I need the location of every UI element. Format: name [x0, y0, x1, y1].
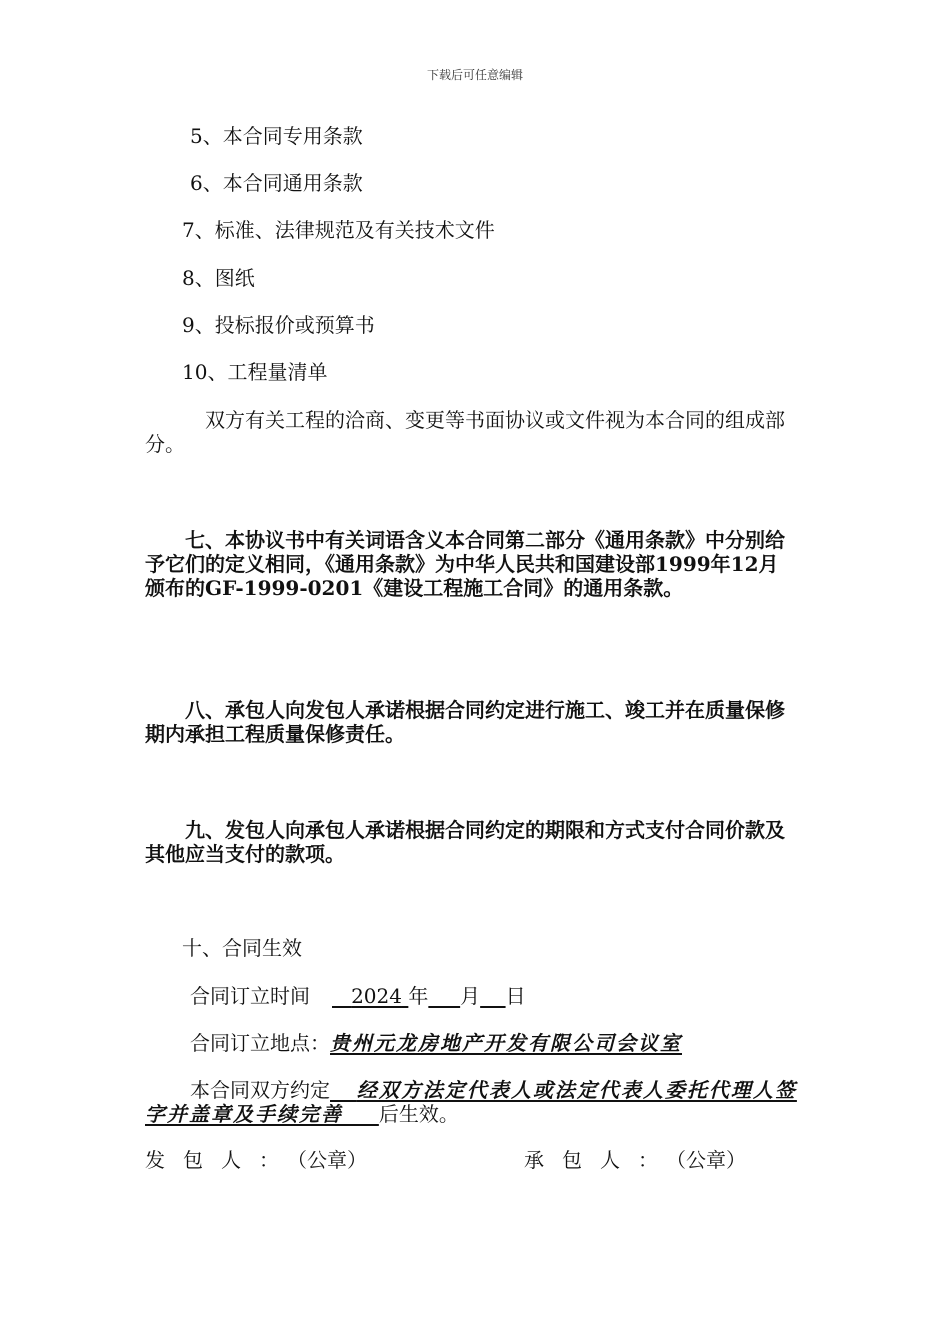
contractor-label: 承包人：	[524, 1148, 676, 1172]
list-item: 5、本合同专用条款	[190, 124, 363, 148]
header-note: 下载后可任意编辑	[426, 68, 523, 82]
sign-year-field: 2024	[351, 984, 402, 1008]
clause-8: 八、承包人向发包人承诺根据合同约定进行施工、竣工并在质量保修期内承担工程质量保修责任。	[145, 698, 785, 746]
sign-month-field	[428, 984, 460, 1008]
list-item: 10、工程量清单	[182, 360, 328, 384]
clause-9: 九、发包人向承包人承诺根据合同约定的期限和方式支付合同价款及其他应当支付的款项。	[145, 818, 785, 866]
clause-10-title: 十、合同生效	[182, 936, 302, 960]
list-item: 8、图纸	[182, 266, 255, 290]
effect-suffix: 后生效。	[378, 1102, 459, 1126]
month-unit: 月	[460, 984, 481, 1008]
sign-place-line	[190, 1031, 682, 1055]
list-item: 9、投标报价或预算书	[182, 313, 375, 337]
employer-label: 发包人：	[145, 1148, 297, 1172]
effect-paragraph	[145, 1078, 800, 1126]
sign-place-label: 合同订立地点：	[190, 1031, 330, 1055]
effect-prefix: 本合同双方约定	[190, 1078, 330, 1102]
sign-day-field	[480, 984, 505, 1008]
contractor-seal: （公章）	[676, 1148, 746, 1172]
list-item: 7、标准、法律规范及有关技术文件	[182, 218, 495, 242]
sign-time-label: 合同订立时间	[190, 984, 310, 1008]
effect-value: 经双方法定代表人或法定代表人委托代理人签字并盖章及手续完善	[145, 1078, 797, 1126]
clause-7: 七、本协议书中有关词语含义本合同第二部分《通用条款》中分别给予它们的定义相同，《通用条款》为中华人民共和国建设部1999年12月颁布的GF-1999-0201《建设工程施工合同》的通用条款。	[145, 528, 785, 600]
sign-time-line	[190, 984, 526, 1008]
year-unit: 年	[408, 984, 429, 1008]
employer-seal: （公章）	[297, 1148, 367, 1172]
supplement-paragraph: 双方有关工程的洽商、变更等书面协议或文件视为本合同的组成部分。	[145, 408, 785, 456]
employer-signature	[145, 1148, 367, 1172]
sign-place-value: 贵州元龙房地产开发有限公司会议室	[330, 1031, 682, 1055]
list-item: 6、本合同通用条款	[190, 171, 363, 195]
day-unit: 日	[505, 984, 526, 1008]
contractor-signature	[524, 1148, 746, 1172]
